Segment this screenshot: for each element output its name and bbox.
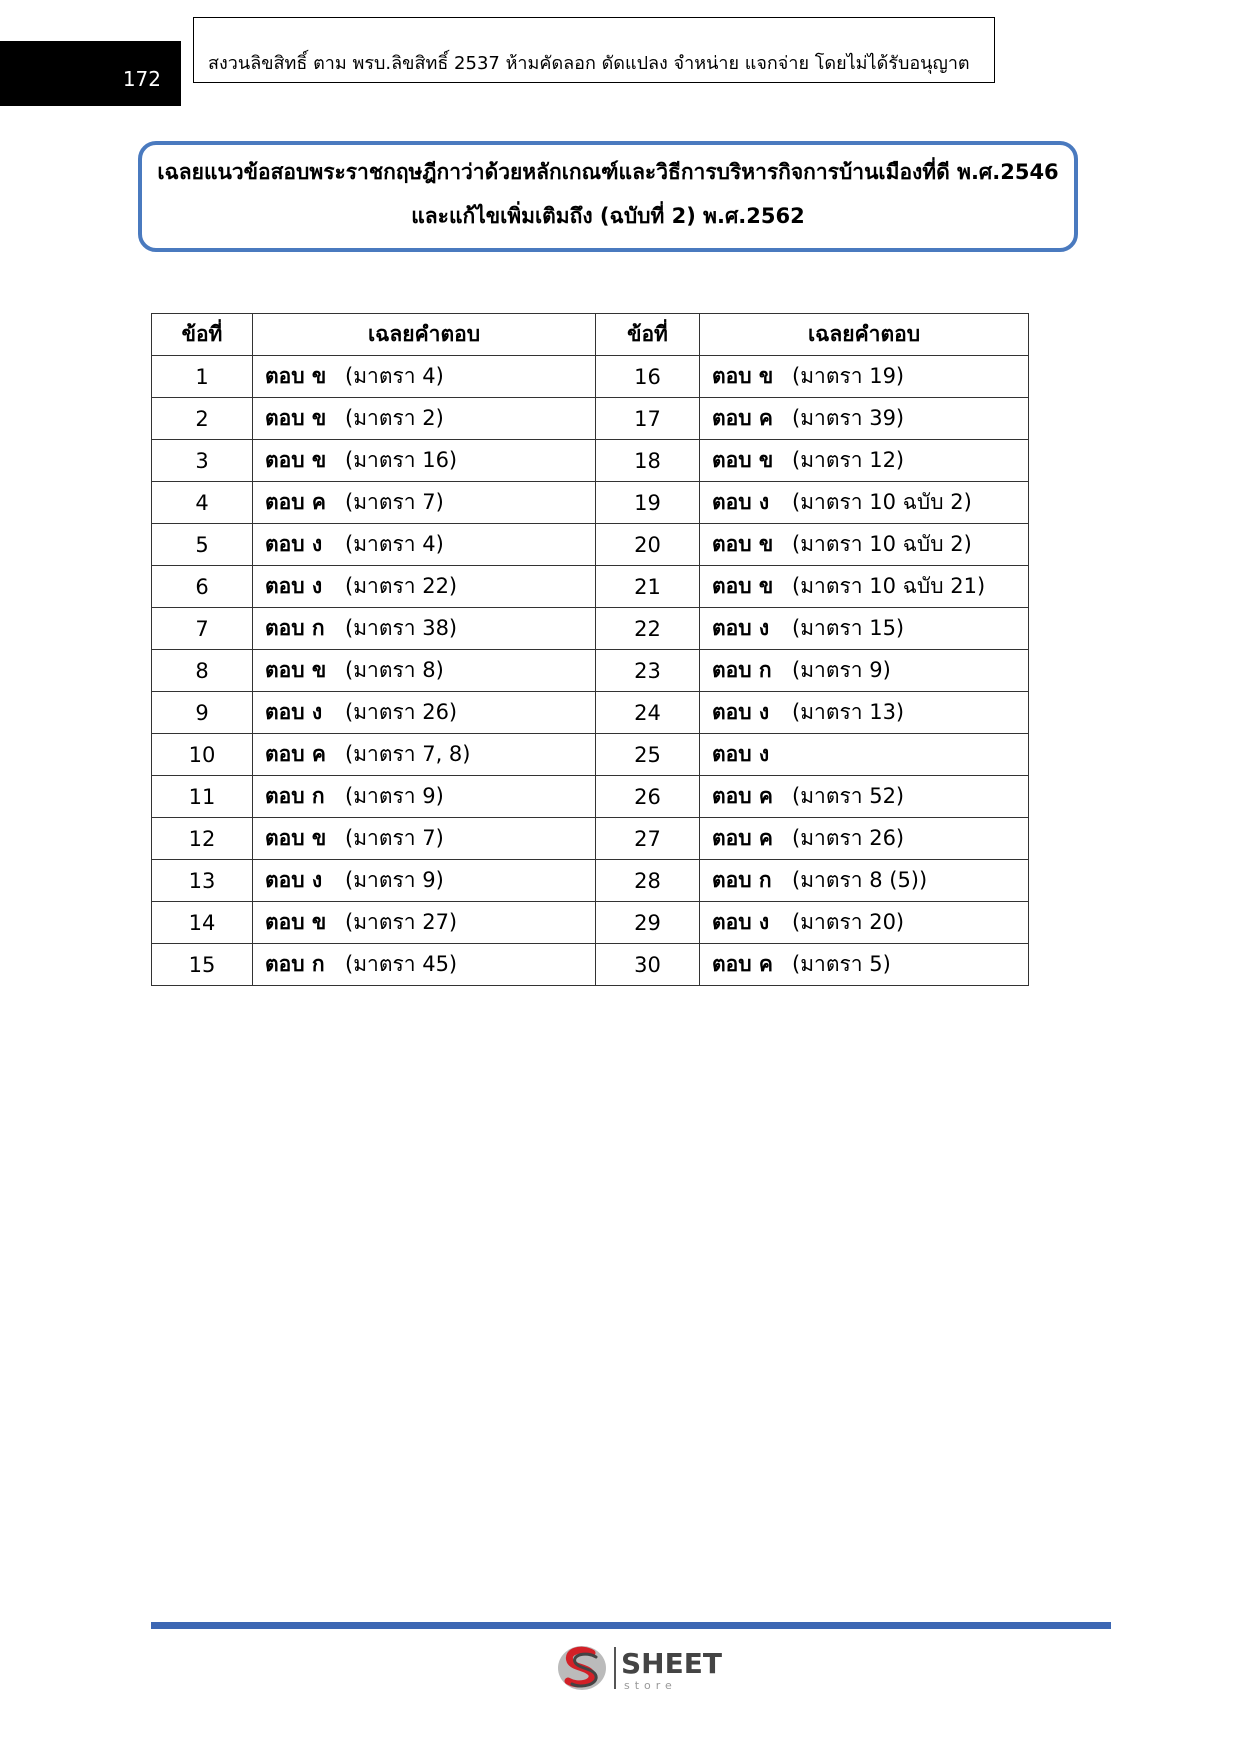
answer-choice: ตอบ ก [265,616,325,640]
table-row [152,440,1029,482]
item-number-right: 27 [596,818,700,860]
answer-right [700,944,1029,986]
answer-right [700,650,1029,692]
header-item-number-right: ข้อที่ [596,314,700,356]
answer-choice: ตอบ ข [712,574,774,598]
answer-right [700,524,1029,566]
answer-choice: ตอบ ข [265,364,327,388]
answer-choice: ตอบ ง [265,532,323,556]
page-number: 172 [122,67,161,91]
item-number-right: 21 [596,566,700,608]
answer-choice: ตอบ ข [712,532,774,556]
item-number-right: 24 [596,692,700,734]
section-reference: (มาตรา 26) [792,826,905,850]
answer-choice: ตอบ ง [712,616,770,640]
answer-choice: ตอบ ค [712,784,773,808]
answer-choice: ตอบ ง [265,574,323,598]
item-number-left: 4 [152,482,253,524]
copyright-notice: สงวนลิขสิทธิ์ ตาม พรบ.ลิขสิทธิ์ 2537 ห้ามคัดลอก ดัดแปลง จำหน่าย แจกจ่าย โดยไม่ได้รับอนุญาต [208,53,970,74]
section-reference: (มาตรา 9) [345,868,444,892]
answer-left [253,818,596,860]
item-number-right: 17 [596,398,700,440]
answer-right [700,818,1029,860]
answer-right [700,566,1029,608]
section-reference: (มาตรา 9) [792,658,891,682]
answer-left [253,902,596,944]
document-title-box [138,141,1078,252]
section-reference: (มาตรา 22) [345,574,458,598]
answer-left [253,608,596,650]
answer-choice: ตอบ ง [712,700,770,724]
item-number-left: 10 [152,734,253,776]
table-row [152,482,1029,524]
item-number-left: 14 [152,902,253,944]
section-reference: (มาตรา 19) [792,364,905,388]
logo-text: SHEET [621,1647,722,1680]
title-line-2: และแก้ไขเพิ่มเติมถึง (ฉบับที่ 2) พ.ศ.2562 [411,204,805,228]
table-row [152,566,1029,608]
item-number-right: 19 [596,482,700,524]
answer-choice: ตอบ ค [265,742,326,766]
answer-table-body [152,356,1029,986]
answer-left [253,734,596,776]
section-reference: (มาตรา 26) [345,700,458,724]
section-reference: (มาตรา 39) [792,406,905,430]
section-reference: (มาตรา 2) [345,406,444,430]
sheet-store-logo [556,1643,736,1693]
answer-choice: ตอบ ข [265,658,327,682]
answer-choice: ตอบ ค [712,406,773,430]
section-reference: (มาตรา 27) [345,910,458,934]
section-reference: (มาตรา 10 ฉบับ 2) [792,490,972,514]
answer-choice: ตอบ ง [712,490,770,514]
item-number-left: 11 [152,776,253,818]
table-row [152,902,1029,944]
section-reference: (มาตรา 7, 8) [345,742,471,766]
answer-choice: ตอบ ข [712,364,774,388]
answer-right [700,356,1029,398]
item-number-right: 18 [596,440,700,482]
answer-left [253,356,596,398]
answer-right [700,902,1029,944]
answer-left [253,776,596,818]
answer-choice: ตอบ ข [265,406,327,430]
page-number-box [0,41,181,106]
item-number-right: 28 [596,860,700,902]
answer-choice: ตอบ ก [712,868,772,892]
answer-choice: ตอบ ข [265,826,327,850]
section-reference: (มาตรา 16) [345,448,458,472]
item-number-right: 23 [596,650,700,692]
section-reference: (มาตรา 20) [792,910,905,934]
header-answer-right: เฉลยคำตอบ [700,314,1029,356]
table-row [152,524,1029,566]
table-row [152,734,1029,776]
answer-choice: ตอบ ข [712,448,774,472]
item-number-left: 7 [152,608,253,650]
item-number-left: 6 [152,566,253,608]
answer-left [253,524,596,566]
answer-left [253,692,596,734]
table-row [152,944,1029,986]
answer-right [700,608,1029,650]
answer-left [253,944,596,986]
answer-choice: ตอบ ก [265,952,325,976]
item-number-right: 16 [596,356,700,398]
section-reference: (มาตรา 8) [345,658,444,682]
answer-left [253,650,596,692]
table-row [152,860,1029,902]
table-row [152,608,1029,650]
header-answer-left: เฉลยคำตอบ [253,314,596,356]
table-row [152,692,1029,734]
section-reference: (มาตรา 7) [345,490,444,514]
answer-choice: ตอบ ก [712,658,772,682]
answer-choice: ตอบ ค [712,826,773,850]
table-row [152,356,1029,398]
answer-choice: ตอบ ง [265,700,323,724]
answer-choice: ตอบ ง [265,868,323,892]
section-reference: (มาตรา 10 ฉบับ 21) [792,574,986,598]
answer-left [253,482,596,524]
answer-choice: ตอบ ง [712,910,770,934]
item-number-left: 3 [152,440,253,482]
answer-choice: ตอบ ก [265,784,325,808]
table-row [152,398,1029,440]
item-number-left: 9 [152,692,253,734]
section-reference: (มาตรา 7) [345,826,444,850]
copyright-header [193,17,995,83]
answer-right [700,692,1029,734]
item-number-left: 1 [152,356,253,398]
table-row [152,818,1029,860]
answer-right [700,482,1029,524]
section-reference: (มาตรา 12) [792,448,905,472]
answer-right [700,398,1029,440]
item-number-right: 26 [596,776,700,818]
logo-divider [614,1647,616,1689]
logo-subtext: store [624,1679,677,1692]
section-reference: (มาตรา 45) [345,952,458,976]
answer-choice: ตอบ ค [265,490,326,514]
table-row [152,776,1029,818]
answer-right [700,860,1029,902]
answer-right [700,440,1029,482]
item-number-left: 5 [152,524,253,566]
answer-left [253,566,596,608]
section-reference: (มาตรา 52) [792,784,905,808]
title-line-1: เฉลยแนวข้อสอบพระราชกฤษฎีกาว่าด้วยหลักเกณฑ์และวิธีการบริหารกิจการบ้านเมืองที่ดี พ.ศ.2546 [157,160,1059,184]
table-header-row [152,314,1029,356]
item-number-right: 22 [596,608,700,650]
item-number-left: 15 [152,944,253,986]
section-reference: (มาตรา 38) [345,616,458,640]
item-number-right: 30 [596,944,700,986]
item-number-left: 2 [152,398,253,440]
section-reference: (มาตรา 10 ฉบับ 2) [792,532,972,556]
section-reference: (มาตรา 5) [792,952,891,976]
answer-choice: ตอบ ข [265,910,327,934]
sheet-store-s-logo-icon [556,1643,610,1693]
answer-key-table [151,313,1029,986]
section-reference: (มาตรา 15) [792,616,905,640]
section-reference: (มาตรา 8 (5)) [792,868,928,892]
answer-left [253,398,596,440]
section-reference: (มาตรา 4) [345,364,444,388]
section-reference: (มาตรา 9) [345,784,444,808]
section-reference: (มาตรา 13) [792,700,905,724]
table-row [152,650,1029,692]
answer-choice: ตอบ ค [712,952,773,976]
item-number-right: 20 [596,524,700,566]
answer-right [700,776,1029,818]
answer-left [253,860,596,902]
item-number-left: 8 [152,650,253,692]
answer-choice: ตอบ ง [712,742,770,766]
answer-left [253,440,596,482]
answer-right [700,734,1029,776]
item-number-left: 13 [152,860,253,902]
answer-choice: ตอบ ข [265,448,327,472]
header-item-number-left: ข้อที่ [152,314,253,356]
item-number-left: 12 [152,818,253,860]
item-number-right: 25 [596,734,700,776]
footer-divider [151,1622,1111,1629]
section-reference: (มาตรา 4) [345,532,444,556]
item-number-right: 29 [596,902,700,944]
